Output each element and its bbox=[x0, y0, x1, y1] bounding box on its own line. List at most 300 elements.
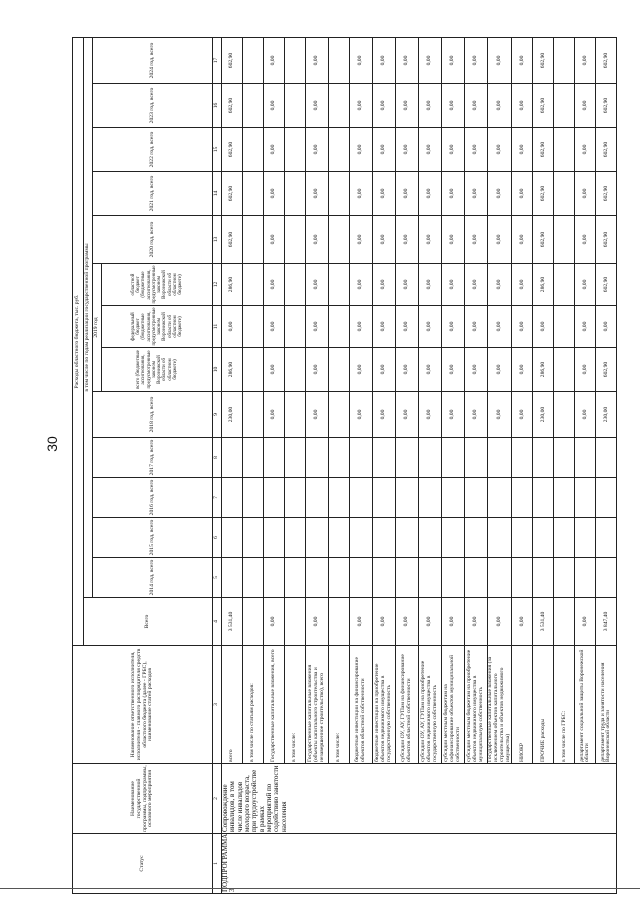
header-2020: 2020 год, всего bbox=[93, 216, 213, 264]
value-cell: 0,00 bbox=[419, 392, 442, 438]
expense-item-label: субсидии ОУ, АУ, ГУПам на финансирование объектов областной собственности bbox=[396, 646, 419, 764]
header-2019-total: всего (бюджетные ассигнования, предусмотренные законом Воронежской области об областном бюджете) bbox=[102, 348, 213, 392]
value-cell bbox=[488, 438, 512, 478]
header-2024: 2024 год, всего bbox=[93, 38, 213, 84]
value-cell: 0,00 bbox=[465, 38, 488, 84]
value-cell: 0,00 bbox=[306, 264, 329, 306]
value-cell: 0,00 bbox=[264, 84, 285, 128]
value-cell: 0,00 bbox=[488, 216, 512, 264]
value-cell bbox=[554, 478, 575, 518]
value-cell: 602,90 bbox=[596, 264, 617, 306]
value-cell bbox=[419, 558, 442, 598]
value-cell bbox=[329, 598, 350, 646]
value-cell: 0,00 bbox=[396, 598, 419, 646]
value-cell: 602,90 bbox=[533, 172, 554, 216]
value-cell bbox=[554, 558, 575, 598]
value-cell: 0,00 bbox=[575, 598, 596, 646]
value-cell bbox=[350, 478, 373, 518]
value-cell: 0,00 bbox=[264, 392, 285, 438]
value-cell: 0,00 bbox=[488, 172, 512, 216]
program-name-cell: Сопровождение инвалидов, в том числе инвалидов молодого возраста, при трудоустройстве в рамках мероприятий по содействию занятости населения bbox=[222, 764, 617, 834]
value-cell: 0,00 bbox=[350, 348, 373, 392]
expense-item-label: бюджетные инвестиции на финансирование объектов областной собственности bbox=[350, 646, 373, 764]
value-cell: 0,00 bbox=[264, 38, 285, 84]
value-cell bbox=[575, 558, 596, 598]
value-cell bbox=[465, 478, 488, 518]
value-cell bbox=[554, 598, 575, 646]
value-cell: 0,00 bbox=[306, 216, 329, 264]
value-cell bbox=[596, 478, 617, 518]
column-index-row bbox=[213, 38, 222, 894]
column-index-cell: 3 bbox=[213, 646, 222, 764]
header-status: Статус bbox=[73, 834, 213, 894]
value-cell bbox=[285, 172, 306, 216]
value-cell: 0,00 bbox=[373, 598, 396, 646]
value-cell: 0,00 bbox=[488, 348, 512, 392]
value-cell bbox=[285, 558, 306, 598]
value-cell: 3 531,40 bbox=[222, 598, 243, 646]
value-cell: 0,00 bbox=[512, 84, 533, 128]
value-cell: 0,00 bbox=[419, 172, 442, 216]
value-cell bbox=[396, 518, 419, 558]
value-cell: 0,00 bbox=[373, 348, 396, 392]
value-cell: 0,00 bbox=[512, 38, 533, 84]
value-cell bbox=[306, 558, 329, 598]
value-cell bbox=[285, 264, 306, 306]
value-cell: 286,90 bbox=[533, 264, 554, 306]
value-cell: 0,00 bbox=[373, 38, 396, 84]
expense-item-label: Государственные капитальные вложения (за исключением объектов капитального строительства и объектов недвижимого имущества) bbox=[488, 646, 512, 764]
value-cell: 0,00 bbox=[575, 216, 596, 264]
value-cell: 286,90 bbox=[533, 348, 554, 392]
value-cell: 0,00 bbox=[419, 598, 442, 646]
value-cell: 0,00 bbox=[575, 84, 596, 128]
value-cell: 602,90 bbox=[222, 38, 243, 84]
value-cell bbox=[350, 518, 373, 558]
value-cell bbox=[329, 216, 350, 264]
value-cell: 0,00 bbox=[465, 172, 488, 216]
value-cell: 0,00 bbox=[575, 38, 596, 84]
value-cell: 0,00 bbox=[442, 216, 465, 264]
value-cell: 0,00 bbox=[596, 306, 617, 348]
column-index-cell: 5 bbox=[213, 558, 222, 598]
value-cell bbox=[575, 438, 596, 478]
expense-item-label: ПРОЧИЕ расходы bbox=[533, 646, 554, 764]
value-cell bbox=[243, 392, 264, 438]
value-cell bbox=[554, 518, 575, 558]
column-index-cell: 8 bbox=[213, 438, 222, 478]
value-cell: 0,00 bbox=[488, 128, 512, 172]
value-cell: 0,00 bbox=[264, 264, 285, 306]
column-index-cell: 17 bbox=[213, 38, 222, 84]
value-cell: 0,00 bbox=[442, 392, 465, 438]
value-cell bbox=[596, 438, 617, 478]
value-cell: 230,00 bbox=[596, 392, 617, 438]
value-cell bbox=[329, 38, 350, 84]
value-cell bbox=[222, 478, 243, 518]
value-cell bbox=[243, 478, 264, 518]
header-2019-federal: федеральный бюджет (бюджетные ассигнования, предусмотренные законом Воронежской области об областном бюджете) bbox=[102, 306, 213, 348]
value-cell: 0,00 bbox=[306, 392, 329, 438]
value-cell: 0,00 bbox=[350, 216, 373, 264]
value-cell: 0,00 bbox=[419, 264, 442, 306]
value-cell: 0,00 bbox=[264, 348, 285, 392]
column-index-cell: 1 bbox=[213, 834, 222, 894]
expense-item-label: в том числе: bbox=[329, 646, 350, 764]
value-cell: 0,00 bbox=[373, 216, 396, 264]
status-cell: ПОДПРОГРАММА 3 bbox=[222, 834, 617, 894]
header-2017: 2017 год, всего bbox=[93, 438, 213, 478]
value-cell: 0,00 bbox=[512, 264, 533, 306]
header-2023: 2023 год, всего bbox=[93, 84, 213, 128]
value-cell: 602,90 bbox=[222, 216, 243, 264]
value-cell bbox=[442, 478, 465, 518]
value-cell bbox=[243, 558, 264, 598]
column-index-cell: 4 bbox=[213, 598, 222, 646]
value-cell: 0,00 bbox=[396, 38, 419, 84]
value-cell: 286,90 bbox=[222, 264, 243, 306]
expense-item-label: департамент социальной защиты Воронежской области bbox=[575, 646, 596, 764]
expense-item-label: всего bbox=[222, 646, 243, 764]
value-cell: 602,90 bbox=[596, 38, 617, 84]
value-cell bbox=[554, 216, 575, 264]
value-cell: 0,00 bbox=[465, 348, 488, 392]
value-cell: 0,00 bbox=[264, 598, 285, 646]
value-cell: 0,00 bbox=[465, 128, 488, 172]
header-total: Всего bbox=[84, 598, 213, 646]
value-cell bbox=[419, 518, 442, 558]
value-cell: 602,90 bbox=[596, 216, 617, 264]
value-cell: 230,00 bbox=[222, 392, 243, 438]
value-cell bbox=[306, 478, 329, 518]
column-index-cell: 11 bbox=[213, 306, 222, 348]
value-cell bbox=[243, 172, 264, 216]
value-cell: 0,00 bbox=[533, 306, 554, 348]
value-cell bbox=[442, 518, 465, 558]
value-cell: 0,00 bbox=[396, 306, 419, 348]
page-number: 30 bbox=[44, 436, 60, 452]
value-cell bbox=[465, 558, 488, 598]
value-cell bbox=[285, 128, 306, 172]
value-cell bbox=[306, 518, 329, 558]
header-expenses-title: Расходы областного бюджета, тыс. руб. bbox=[73, 38, 84, 646]
value-cell bbox=[222, 558, 243, 598]
value-cell bbox=[264, 478, 285, 518]
value-cell: 230,00 bbox=[533, 392, 554, 438]
value-cell bbox=[329, 558, 350, 598]
value-cell bbox=[396, 558, 419, 598]
value-cell: 0,00 bbox=[350, 128, 373, 172]
value-cell: 602,90 bbox=[222, 128, 243, 172]
expense-item-label: департамент труда и занятости населения Воронежской области bbox=[596, 646, 617, 764]
value-cell bbox=[350, 558, 373, 598]
value-cell bbox=[243, 518, 264, 558]
value-cell: 0,00 bbox=[488, 84, 512, 128]
value-cell: 0,00 bbox=[419, 84, 442, 128]
value-cell: 0,00 bbox=[465, 216, 488, 264]
value-cell bbox=[596, 518, 617, 558]
value-cell: 0,00 bbox=[575, 348, 596, 392]
value-cell bbox=[285, 598, 306, 646]
value-cell bbox=[575, 518, 596, 558]
value-cell: 0,00 bbox=[575, 306, 596, 348]
header-2021: 2021 год, всего bbox=[93, 172, 213, 216]
value-cell: 0,00 bbox=[442, 598, 465, 646]
value-cell: 286,90 bbox=[222, 348, 243, 392]
value-cell: 0,00 bbox=[575, 172, 596, 216]
value-cell bbox=[554, 38, 575, 84]
value-cell: 602,90 bbox=[596, 172, 617, 216]
value-cell: 602,90 bbox=[533, 128, 554, 172]
value-cell: 0,00 bbox=[512, 172, 533, 216]
value-cell: 0,00 bbox=[396, 392, 419, 438]
value-cell bbox=[512, 438, 533, 478]
value-cell: 0,00 bbox=[442, 306, 465, 348]
expense-item-label: НИОКР bbox=[512, 646, 533, 764]
value-cell bbox=[285, 392, 306, 438]
column-index-cell: 9 bbox=[213, 392, 222, 438]
column-index-cell: 12 bbox=[213, 264, 222, 306]
column-index-cell: 13 bbox=[213, 216, 222, 264]
value-cell bbox=[554, 438, 575, 478]
value-cell bbox=[243, 216, 264, 264]
value-cell: 0,00 bbox=[488, 306, 512, 348]
value-cell: 0,00 bbox=[442, 172, 465, 216]
column-index-cell: 2 bbox=[213, 764, 222, 834]
value-cell bbox=[554, 172, 575, 216]
value-cell bbox=[243, 438, 264, 478]
expense-item-label: Государственные капитальные вложения, всего bbox=[264, 646, 285, 764]
value-cell bbox=[373, 518, 396, 558]
value-cell: 0,00 bbox=[442, 264, 465, 306]
value-cell bbox=[575, 478, 596, 518]
value-cell: 0,00 bbox=[396, 216, 419, 264]
value-cell: 0,00 bbox=[373, 264, 396, 306]
value-cell bbox=[329, 478, 350, 518]
value-cell: 0,00 bbox=[396, 84, 419, 128]
value-cell: 0,00 bbox=[373, 172, 396, 216]
expense-item-label: в том числе по статьям расходов: bbox=[243, 646, 264, 764]
value-cell bbox=[442, 438, 465, 478]
value-cell bbox=[329, 518, 350, 558]
value-cell bbox=[243, 598, 264, 646]
value-cell: 0,00 bbox=[373, 306, 396, 348]
value-cell: 0,00 bbox=[396, 348, 419, 392]
value-cell: 0,00 bbox=[222, 306, 243, 348]
value-cell bbox=[419, 438, 442, 478]
value-cell: 602,90 bbox=[533, 84, 554, 128]
value-cell: 0,00 bbox=[264, 306, 285, 348]
column-index-cell: 15 bbox=[213, 128, 222, 172]
value-cell bbox=[264, 438, 285, 478]
value-cell bbox=[533, 478, 554, 518]
value-cell: 0,00 bbox=[512, 598, 533, 646]
value-cell: 0,00 bbox=[350, 306, 373, 348]
value-cell: 0,00 bbox=[264, 172, 285, 216]
value-cell: 0,00 bbox=[419, 348, 442, 392]
value-cell: 0,00 bbox=[465, 598, 488, 646]
value-cell bbox=[419, 478, 442, 518]
value-cell bbox=[329, 172, 350, 216]
value-cell bbox=[533, 438, 554, 478]
value-cell bbox=[243, 348, 264, 392]
value-cell bbox=[554, 348, 575, 392]
value-cell bbox=[329, 128, 350, 172]
header-2018: 2018 год, всего bbox=[93, 392, 213, 438]
value-cell: 0,00 bbox=[373, 84, 396, 128]
value-cell bbox=[554, 392, 575, 438]
value-cell bbox=[533, 518, 554, 558]
column-index-cell: 14 bbox=[213, 172, 222, 216]
value-cell bbox=[329, 264, 350, 306]
value-cell bbox=[554, 84, 575, 128]
value-cell: 602,90 bbox=[222, 172, 243, 216]
value-cell bbox=[285, 38, 306, 84]
value-cell: 0,00 bbox=[419, 306, 442, 348]
value-cell bbox=[285, 478, 306, 518]
value-cell: 602,90 bbox=[533, 216, 554, 264]
value-cell: 0,00 bbox=[306, 84, 329, 128]
value-cell: 0,00 bbox=[442, 84, 465, 128]
value-cell bbox=[329, 438, 350, 478]
header-2022: 2022 год, всего bbox=[93, 128, 213, 172]
value-cell bbox=[442, 558, 465, 598]
value-cell bbox=[285, 84, 306, 128]
rotated-table-container bbox=[72, 38, 612, 894]
value-cell bbox=[533, 558, 554, 598]
value-cell bbox=[329, 84, 350, 128]
value-cell bbox=[373, 438, 396, 478]
value-cell: 0,00 bbox=[373, 392, 396, 438]
expense-item-label: субсидии ОУ, АУ, ГУПам на приобретение объектов недвижимого имущества в государственную собственность bbox=[419, 646, 442, 764]
expense-item-label: бюджетные инвестиции на приобретение объектов недвижимого имущества в государственную собственность bbox=[373, 646, 396, 764]
value-cell bbox=[285, 438, 306, 478]
value-cell: 0,00 bbox=[465, 306, 488, 348]
value-cell: 0,00 bbox=[575, 392, 596, 438]
header-2019-regional: областной бюджет (бюджетные ассигнования, предусмотренные законом Воронежской области об областном бюджете) bbox=[102, 264, 213, 306]
value-cell: 602,90 bbox=[596, 348, 617, 392]
value-cell: 602,90 bbox=[222, 84, 243, 128]
value-cell: 0,00 bbox=[442, 128, 465, 172]
value-cell: 0,00 bbox=[396, 264, 419, 306]
value-cell: 0,00 bbox=[442, 38, 465, 84]
value-cell: 0,00 bbox=[264, 128, 285, 172]
value-cell: 3 847,40 bbox=[596, 598, 617, 646]
value-cell bbox=[222, 518, 243, 558]
value-cell bbox=[243, 306, 264, 348]
value-cell: 0,00 bbox=[465, 264, 488, 306]
value-cell bbox=[285, 216, 306, 264]
value-cell: 0,00 bbox=[512, 392, 533, 438]
value-cell bbox=[243, 264, 264, 306]
value-cell: 0,00 bbox=[488, 38, 512, 84]
value-cell: 0,00 bbox=[396, 172, 419, 216]
value-cell: 0,00 bbox=[350, 392, 373, 438]
value-cell: 602,90 bbox=[596, 128, 617, 172]
value-cell: 0,00 bbox=[512, 216, 533, 264]
column-index-cell: 10 bbox=[213, 348, 222, 392]
column-index-cell: 6 bbox=[213, 518, 222, 558]
value-cell bbox=[554, 306, 575, 348]
value-cell bbox=[243, 84, 264, 128]
value-cell: 0,00 bbox=[306, 598, 329, 646]
value-cell: 0,00 bbox=[306, 38, 329, 84]
value-cell bbox=[488, 518, 512, 558]
value-cell: 0,00 bbox=[396, 128, 419, 172]
value-cell: 0,00 bbox=[350, 598, 373, 646]
value-cell: 0,00 bbox=[488, 598, 512, 646]
value-cell bbox=[554, 264, 575, 306]
value-cell: 0,00 bbox=[306, 172, 329, 216]
header-2019: 2019 год bbox=[93, 264, 102, 392]
value-cell: 602,90 bbox=[533, 38, 554, 84]
value-cell bbox=[285, 348, 306, 392]
value-cell bbox=[243, 38, 264, 84]
value-cell bbox=[243, 128, 264, 172]
expense-item-label: субсидии местным бюджетам на софинансирование объектов муниципальной собственности bbox=[442, 646, 465, 764]
value-cell: 0,00 bbox=[350, 172, 373, 216]
value-cell bbox=[306, 438, 329, 478]
value-cell: 0,00 bbox=[350, 84, 373, 128]
value-cell bbox=[396, 438, 419, 478]
expense-item-label: Государственные капитальные вложения (объекты капитального строительства и незавершенное строительство), всего bbox=[306, 646, 329, 764]
value-cell bbox=[465, 518, 488, 558]
value-cell: 0,00 bbox=[488, 264, 512, 306]
value-cell bbox=[596, 558, 617, 598]
value-cell bbox=[350, 438, 373, 478]
expense-item-label: субсидии местным бюджетам на приобретение объектов недвижимого имущества в муниципальную собственность bbox=[465, 646, 488, 764]
value-cell bbox=[222, 438, 243, 478]
value-cell: 0,00 bbox=[512, 348, 533, 392]
value-cell bbox=[488, 478, 512, 518]
value-cell bbox=[329, 392, 350, 438]
value-cell bbox=[264, 558, 285, 598]
value-cell: 0,00 bbox=[373, 128, 396, 172]
value-cell: 0,00 bbox=[465, 84, 488, 128]
header-2015: 2015 год, всего bbox=[93, 518, 213, 558]
value-cell: 0,00 bbox=[350, 38, 373, 84]
value-cell: 0,00 bbox=[306, 348, 329, 392]
table-row bbox=[222, 38, 243, 894]
value-cell bbox=[329, 306, 350, 348]
value-cell: 0,00 bbox=[419, 216, 442, 264]
value-cell: 0,00 bbox=[306, 306, 329, 348]
header-executor: Наименование ответственного исполнителя, исполнителя - главного распорядителя средств областного бюджета (далее - ГРБС), наименование статей расходов bbox=[73, 646, 213, 764]
value-cell: 0,00 bbox=[350, 264, 373, 306]
value-cell bbox=[512, 478, 533, 518]
header-by-years: в том числе по годам реализации государственной программы bbox=[84, 38, 93, 598]
expense-item-label: в том числе: bbox=[285, 646, 306, 764]
value-cell: 0,00 bbox=[306, 128, 329, 172]
value-cell bbox=[396, 478, 419, 518]
value-cell bbox=[285, 518, 306, 558]
page-rule bbox=[0, 888, 640, 889]
value-cell bbox=[465, 438, 488, 478]
value-cell bbox=[373, 558, 396, 598]
value-cell: 0,00 bbox=[488, 392, 512, 438]
value-cell bbox=[264, 518, 285, 558]
value-cell bbox=[373, 478, 396, 518]
header-program-name: Наименование государственной программы, подпрограммы, основного мероприятия bbox=[73, 764, 213, 834]
value-cell bbox=[554, 128, 575, 172]
value-cell: 0,00 bbox=[512, 306, 533, 348]
value-cell bbox=[512, 518, 533, 558]
column-index-cell: 16 bbox=[213, 84, 222, 128]
value-cell: 3 531,40 bbox=[533, 598, 554, 646]
value-cell: 0,00 bbox=[264, 216, 285, 264]
value-cell bbox=[488, 558, 512, 598]
value-cell bbox=[512, 558, 533, 598]
